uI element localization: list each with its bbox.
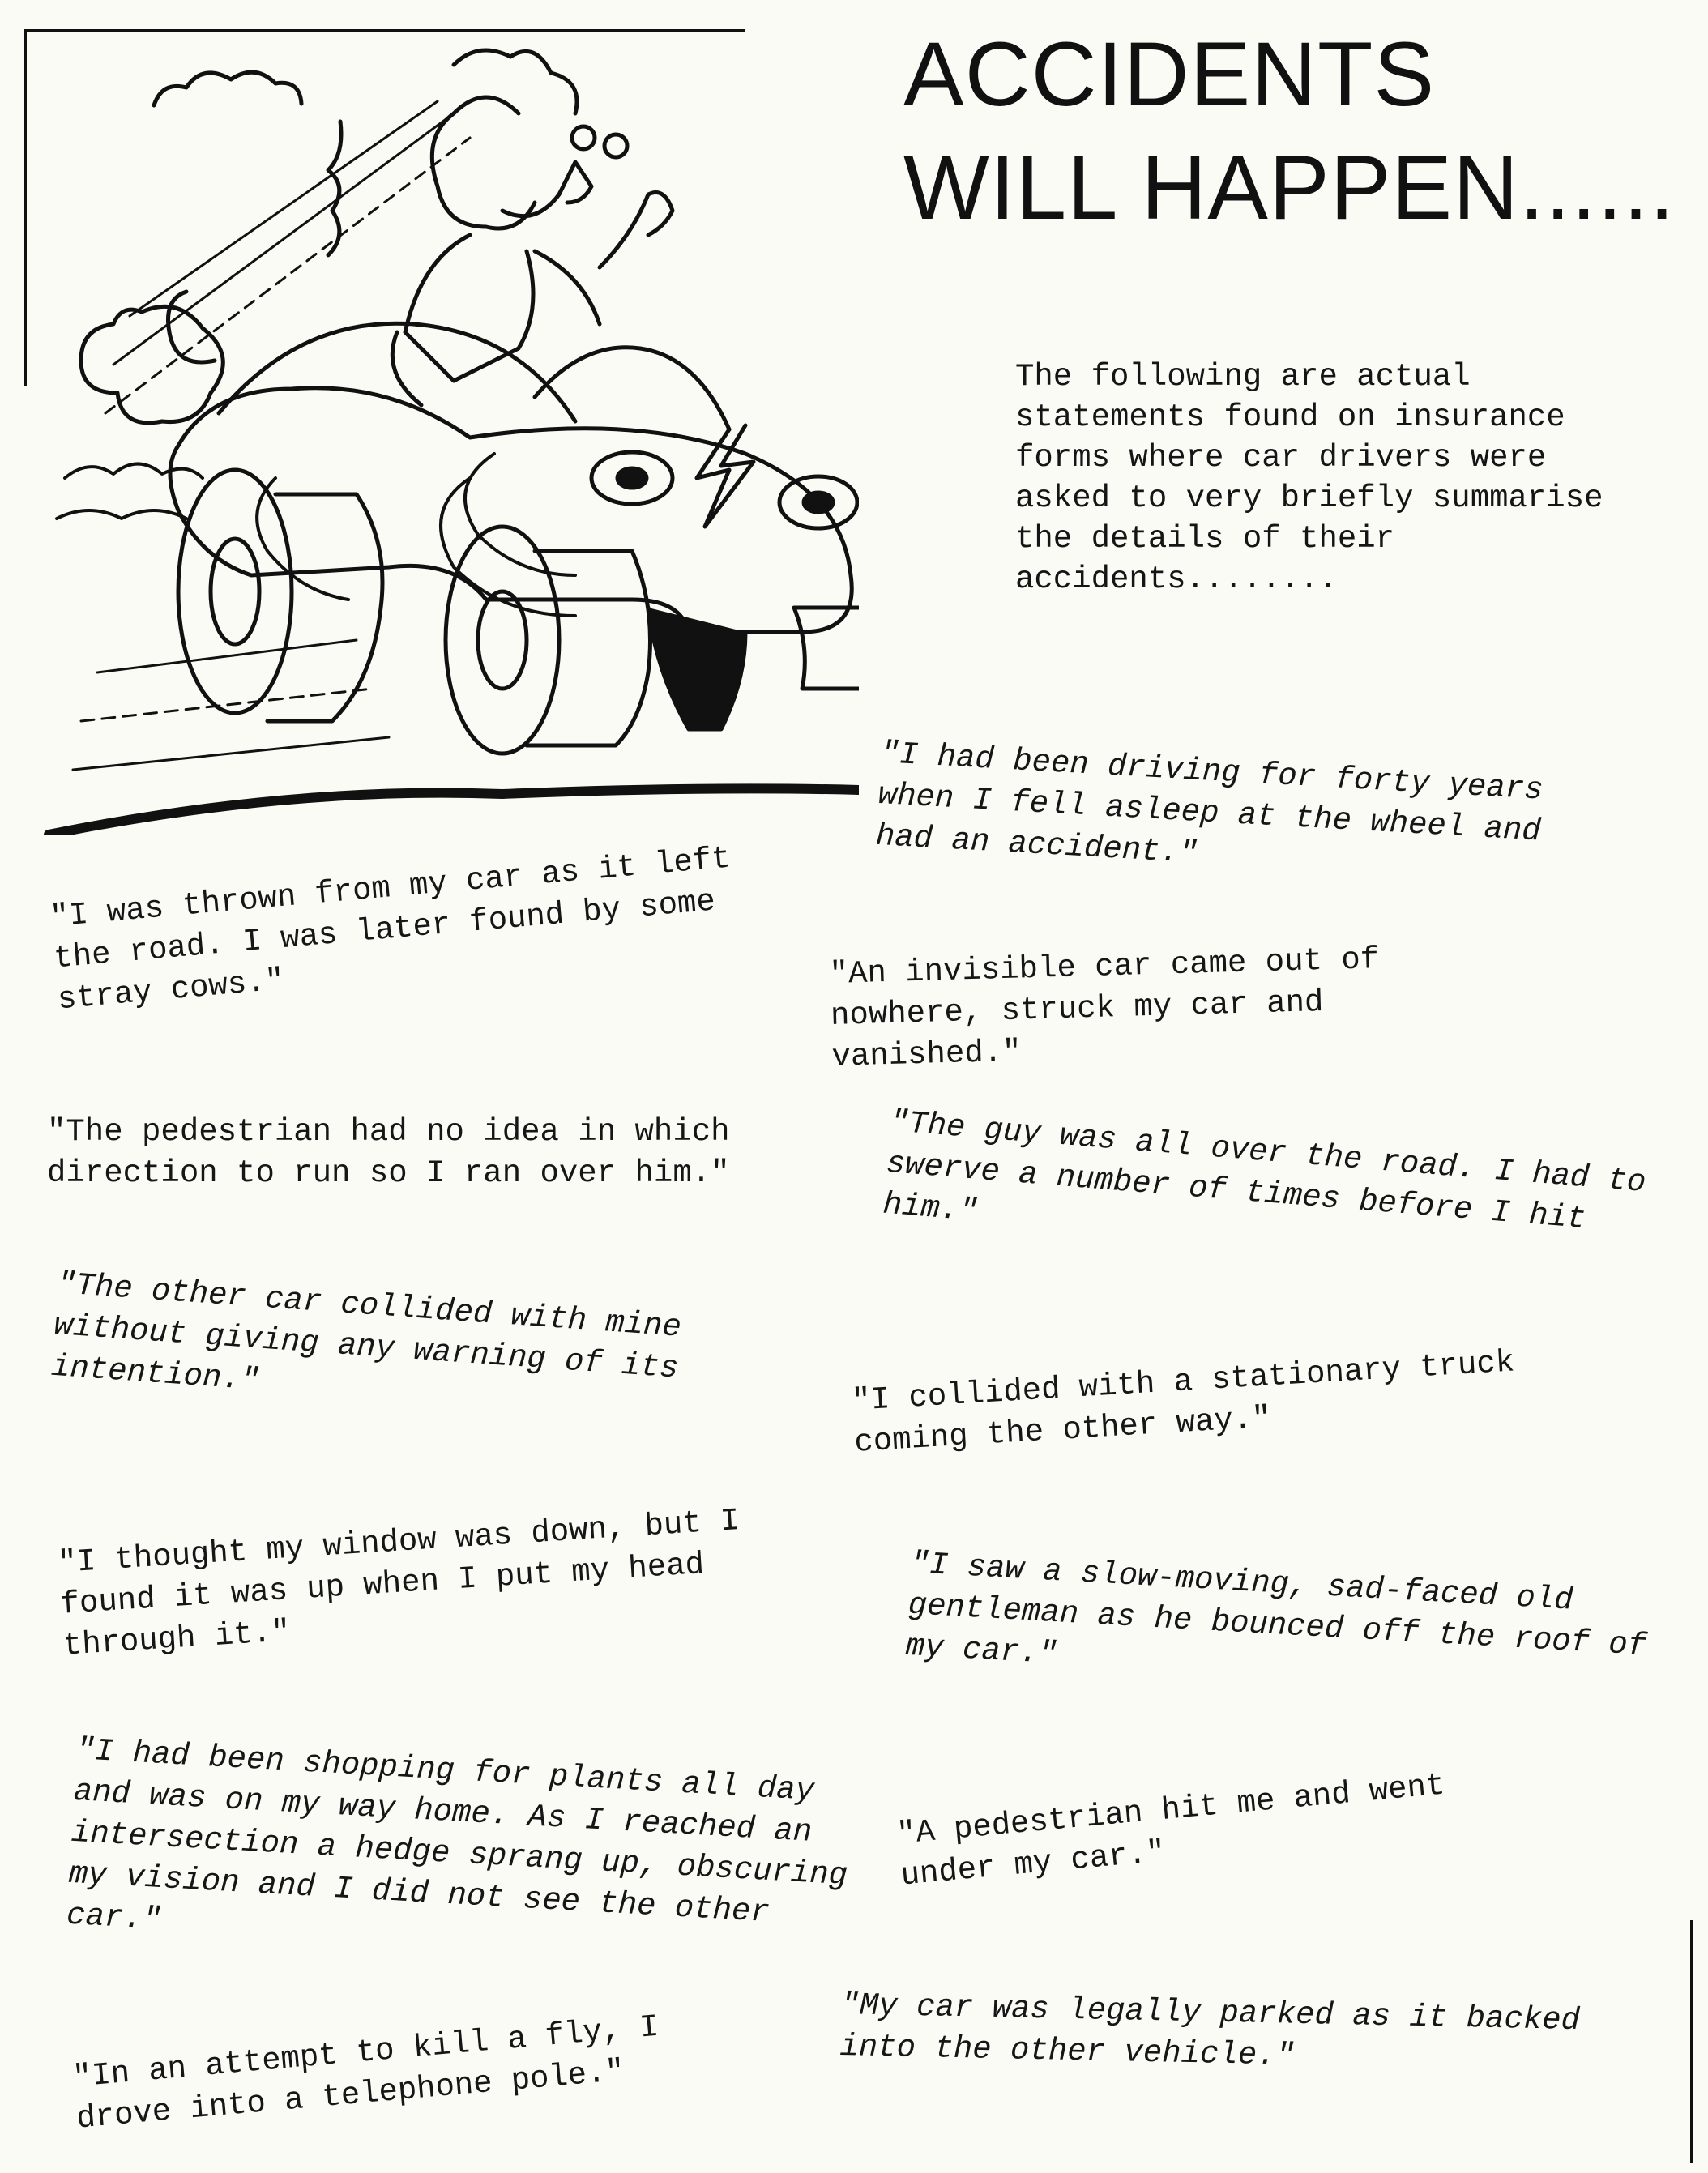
page-title [903,18,1676,245]
quote-stationary-truck: "I collided with a stationary truck coming the other way." [851,1344,1516,1461]
page-title-line-2: WILL HAPPEN...... [903,137,1676,238]
quote-guy-all-over-road: "The guy was all over the road. I had to swerve a number of times before I hit him." [882,1104,1647,1238]
cartoon-woman-driving-car-icon [16,24,859,835]
frame-border-right [1690,1920,1693,2163]
quote-driving-forty-years: "I had been driving for forty years when I fell asleep at the wheel and had an accident." [874,735,1544,872]
quote-kill-a-fly: "In an attempt to kill a fly, I drove into a telephone pole." [71,2009,660,2137]
intro-paragraph: The following are actual statements found on insurance forms where car drivers were asked to very briefly summarise the details of their accidents........ [1015,359,1603,597]
quote-window-down: "I thought my window was down, but I found it was up when I put my head through it." [57,1503,741,1664]
quote-slow-moving-gentleman: "I saw a slow-moving, sad-faced old gentleman as he bounced off the roof of my car." [904,1545,1648,1673]
quote-other-car-collided: "The other car collided with mine without giving any warning of its intention." [49,1266,683,1399]
quote-pedestrian-no-idea: "The pedestrian had no idea in which direction to run so I ran over him." [47,1114,730,1191]
page-title-line-1: ACCIDENTS [903,23,1436,125]
quote-pedestrian-hit-me: "A pedestrian hit me and went under my car." [895,1767,1447,1894]
quote-thrown-from-car: "I was thrown from my car as it left the road. I was later found by some stray cows." [49,840,732,1018]
quote-invisible-car: "An invisible car came out of nowhere, struck my car and vanished." [829,941,1380,1075]
quote-shopping-for-plants: "I had been shopping for plants all day and was on my way home. As I reached an intersection a hedge sprang up, obscuring my vision and I did not see the other car." [65,1731,849,1939]
quote-legally-parked: "My car was legally parked as it backed into the other vehicle." [839,1987,1581,2074]
